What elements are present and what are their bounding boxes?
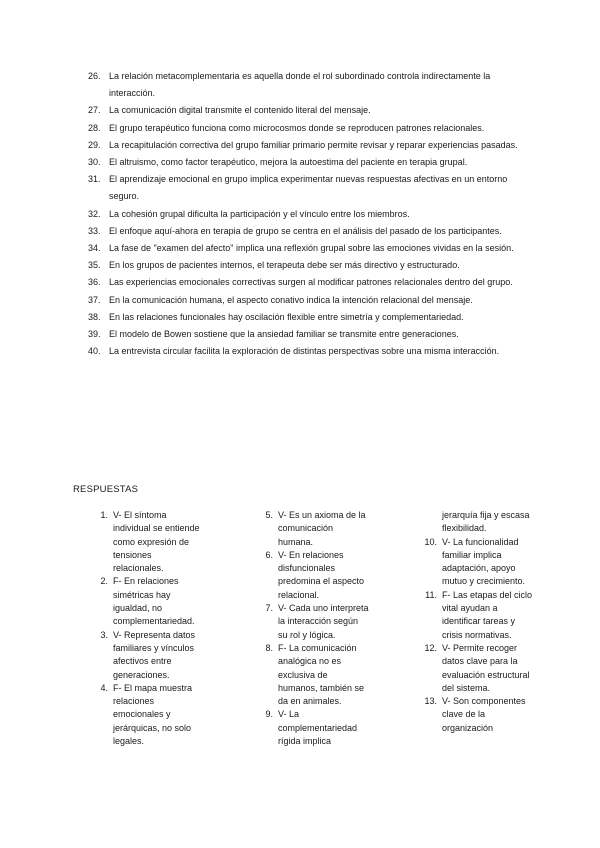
item-text: En los grupos de pacientes internos, el terapeuta debe ser más directivo y estructurado. [109, 260, 460, 271]
item-number: 36. [88, 277, 101, 288]
answer-number: 3. [100, 629, 108, 640]
item-text: El grupo terapéutico funciona como microcosmos donde se reproducen patrones relacionales. [109, 122, 485, 133]
answers-column-2 [253, 509, 369, 748]
item-number: 29. [88, 139, 101, 150]
answer-item [417, 642, 533, 695]
answer-number: 10. [424, 536, 437, 547]
answer-item [417, 589, 533, 642]
item-text: En las relaciones funcionales hay oscilación flexible entre simetría y complementariedad. [109, 311, 464, 322]
answer-text: V- La complementariedad rígida implica [278, 709, 358, 747]
answer-text: V- La funcionalidad familiar implica adaptación, apoyo mutuo y crecimiento. [442, 536, 526, 587]
answer-item [253, 708, 369, 748]
answer-text: V- Permite recoger datos clave para la evaluación estructural del sistema. [442, 642, 530, 693]
answer-number: 9. [265, 709, 273, 720]
answer-item [253, 509, 369, 549]
list-item [88, 154, 536, 171]
list-item [88, 68, 536, 102]
item-text: La recapitulación correctiva del grupo familiar primario permite revisar y reparar experiencias pasadas. [109, 139, 518, 150]
answer-item [253, 549, 369, 602]
list-item [88, 274, 536, 291]
item-text: La fase de "examen del afecto" implica una reflexión grupal sobre las emociones vividas en la sesión. [109, 243, 514, 254]
item-text: En la comunicación humana, el aspecto conativo indica la intención relacional del mensaje. [109, 294, 473, 305]
item-number: 39. [88, 329, 101, 340]
list-item [88, 137, 536, 154]
answer-text: F- En relaciones simétricas hay igualdad, no complementariedad. [113, 576, 195, 627]
answer-number: 8. [265, 642, 273, 653]
list-item [88, 102, 536, 119]
answer-number: 11. [425, 589, 437, 600]
item-number: 38. [88, 311, 101, 322]
answers-column-3 [417, 509, 533, 735]
answer-text: V- En relaciones disfuncionales predomina el aspecto relacional. [278, 549, 365, 600]
question-list [88, 68, 536, 360]
list-item [88, 309, 536, 326]
answer-number: 13. [424, 696, 437, 707]
list-item [88, 240, 536, 257]
answer-item [253, 642, 369, 708]
item-text: Las experiencias emocionales correctivas surgen al modificar patrones relacionales dentro del grupo. [109, 277, 513, 288]
answer-text: V- Cada uno interpreta la interacción según su rol y lógica. [278, 603, 369, 640]
list-item [88, 206, 536, 223]
answer-number: 2. [100, 576, 108, 587]
item-text: El modelo de Bowen sostiene que la ansiedad familiar se transmite entre generaciones. [109, 329, 459, 340]
item-number: 31. [88, 174, 101, 185]
answer-number: 12. [424, 642, 437, 653]
answer-number: 4. [100, 682, 108, 693]
item-number: 26. [88, 71, 101, 81]
item-number: 33. [88, 225, 101, 236]
list-item [88, 257, 536, 274]
answer-number: 7. [265, 603, 273, 614]
item-number: 32. [88, 208, 101, 219]
list-item [88, 343, 536, 360]
answer-item [88, 629, 204, 682]
answer-text: F- El mapa muestra relaciones emocionales y jerárquicas, no solo legales. [113, 682, 193, 747]
answer-text: V- El síntoma individual se entiende como expresión de tensiones relacionales. [113, 510, 200, 574]
list-item [88, 171, 536, 205]
item-text: El aprendizaje emocional en grupo implica experimentar nuevas respuestas afectivas en un entorno seguro. [109, 174, 508, 202]
answer-text: V- Representa datos familiares y vínculos afectivos entre generaciones. [113, 629, 196, 680]
answer-item [88, 509, 204, 575]
answer-text: V- Es un axioma de la comunicación humana. [278, 510, 366, 547]
list-item [88, 292, 536, 309]
item-number: 28. [88, 122, 101, 133]
answer-item [88, 682, 204, 748]
answer-text: F- La comunicación analógica no es exclusiva de humanos, también se da en animales. [278, 642, 365, 707]
item-number: 35. [88, 260, 101, 271]
answer-item [253, 602, 369, 642]
answer-text: V- Son componentes clave de la organización [442, 696, 526, 733]
list-item [88, 223, 536, 240]
item-text: La entrevista circular facilita la exploración de distintas perspectivas sobre una misma interacción. [109, 346, 500, 357]
item-number: 30. [88, 157, 101, 168]
answer-item [417, 695, 533, 735]
answer-item [417, 536, 533, 589]
item-text: El enfoque aquí-ahora en terapia de grupo se centra en el análisis del pasado de los participantes. [109, 225, 502, 236]
list-item [88, 326, 536, 343]
answer-item [88, 575, 204, 628]
answer-text: F- Las etapas del ciclo vital ayudan a identificar tareas y crisis normativas. [442, 589, 533, 640]
answer-number: 6. [265, 549, 273, 560]
list-item [88, 120, 536, 137]
item-text: La relación metacomplementaria es aquella donde el rol subordinado controla indirectamente la interacción. [109, 71, 491, 99]
answer-number: 5. [265, 510, 273, 520]
answers-column-1 [88, 509, 204, 748]
item-number: 37. [88, 294, 101, 305]
item-text: El altruismo, como factor terapéutico, mejora la autoestima del paciente en terapia grupal. [109, 157, 468, 168]
item-text: La cohesión grupal dificulta la participación y el vínculo entre los miembros. [109, 208, 410, 219]
item-number: 34. [88, 243, 101, 254]
item-number: 40. [88, 346, 101, 357]
answer-continuation: jerarquía fija y escasa flexibilidad. [442, 510, 530, 534]
answers-heading: RESPUESTAS [73, 484, 139, 495]
item-number: 27. [88, 105, 101, 116]
answer-number: 1. [100, 510, 108, 520]
item-text: La comunicación digital transmite el contenido literal del mensaje. [109, 105, 371, 116]
